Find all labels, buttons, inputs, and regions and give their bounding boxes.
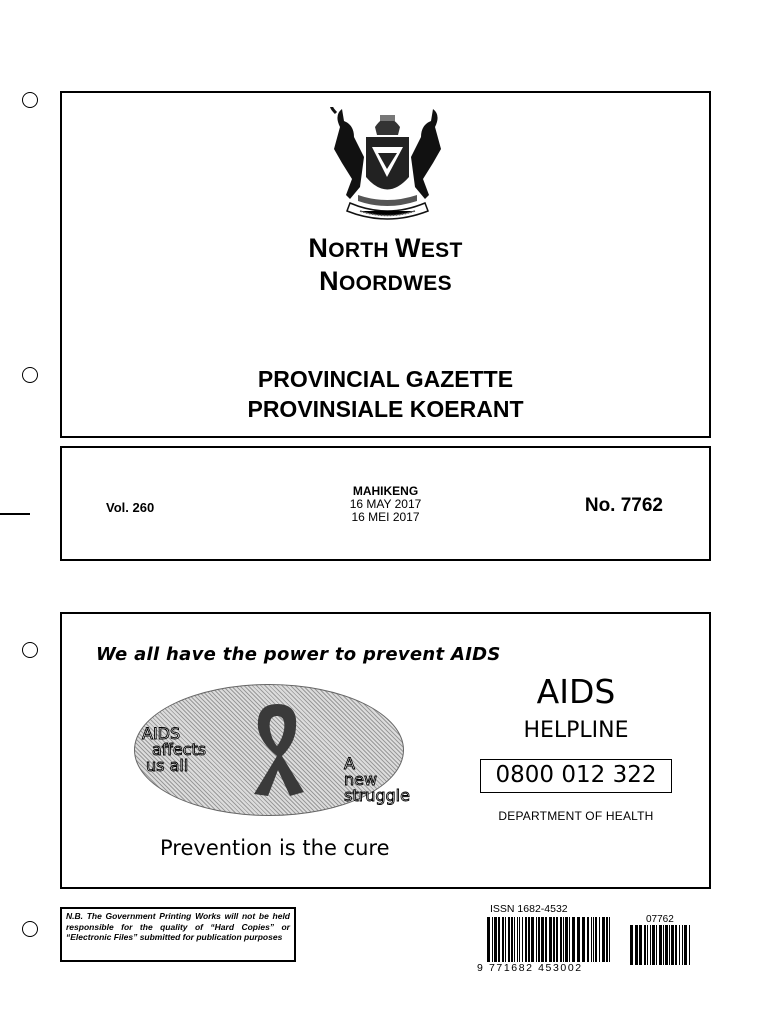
aids-right-line-1: A [344, 754, 355, 773]
binder-hole [22, 921, 38, 937]
aids-advert [60, 612, 711, 889]
title-panel [60, 91, 711, 438]
issue-date-en: 16 MAY 2017 [349, 497, 422, 511]
coat-of-arms-icon [320, 107, 455, 227]
disclaimer-notice: N.B. The Government Printing Works will not be held responsible for the quality of “Hard Copies” or “Electronic Files” submitted for publication purposes [60, 907, 296, 962]
aids-left-line-3: us all [146, 756, 189, 775]
issue-date-af: 16 MEI 2017 [351, 510, 420, 524]
binder-hole [22, 367, 38, 383]
department-of-health: DEPARTMENT OF HEALTH [498, 809, 654, 823]
binder-hole [22, 92, 38, 108]
helpline-title: AIDS [536, 672, 616, 711]
issn-label: ISSN 1682-4532 [490, 903, 568, 915]
binder-hole [22, 642, 38, 658]
gazette-title-en: PROVINCIAL GAZETTE [257, 366, 514, 392]
issue-panel [60, 446, 711, 561]
aids-left-line-1: AIDS [142, 724, 181, 743]
issue-barcode-number: 07762 [646, 914, 674, 925]
aids-headline: We all have the power to prevent AIDS [96, 644, 501, 665]
barcode-digits: 9 771682 453002 [477, 962, 583, 974]
issue-number: No. 7762 [584, 495, 663, 516]
province-name-en: NORTH WEST [308, 233, 463, 263]
volume-number: Vol. 260 [106, 500, 155, 515]
fold-mark [0, 513, 30, 515]
gazette-title-af: PROVINSIALE KOERANT [247, 396, 524, 422]
helpline-phone: 0800 012 322 [480, 759, 672, 793]
aids-right-line-3: struggle [344, 786, 410, 805]
issue-barcode [630, 925, 692, 965]
red-ribbon-icon [242, 698, 312, 798]
issn-barcode [487, 917, 612, 962]
issue-place: MAHIKENG [352, 484, 419, 498]
aids-slogan: Prevention is the cure [160, 836, 390, 860]
helpline-subtitle: HELPLINE [523, 718, 629, 743]
aids-left-line-2: affects [152, 740, 207, 759]
province-name-af: NOORDWES [319, 266, 452, 296]
aids-right-line-2: new [344, 770, 378, 789]
